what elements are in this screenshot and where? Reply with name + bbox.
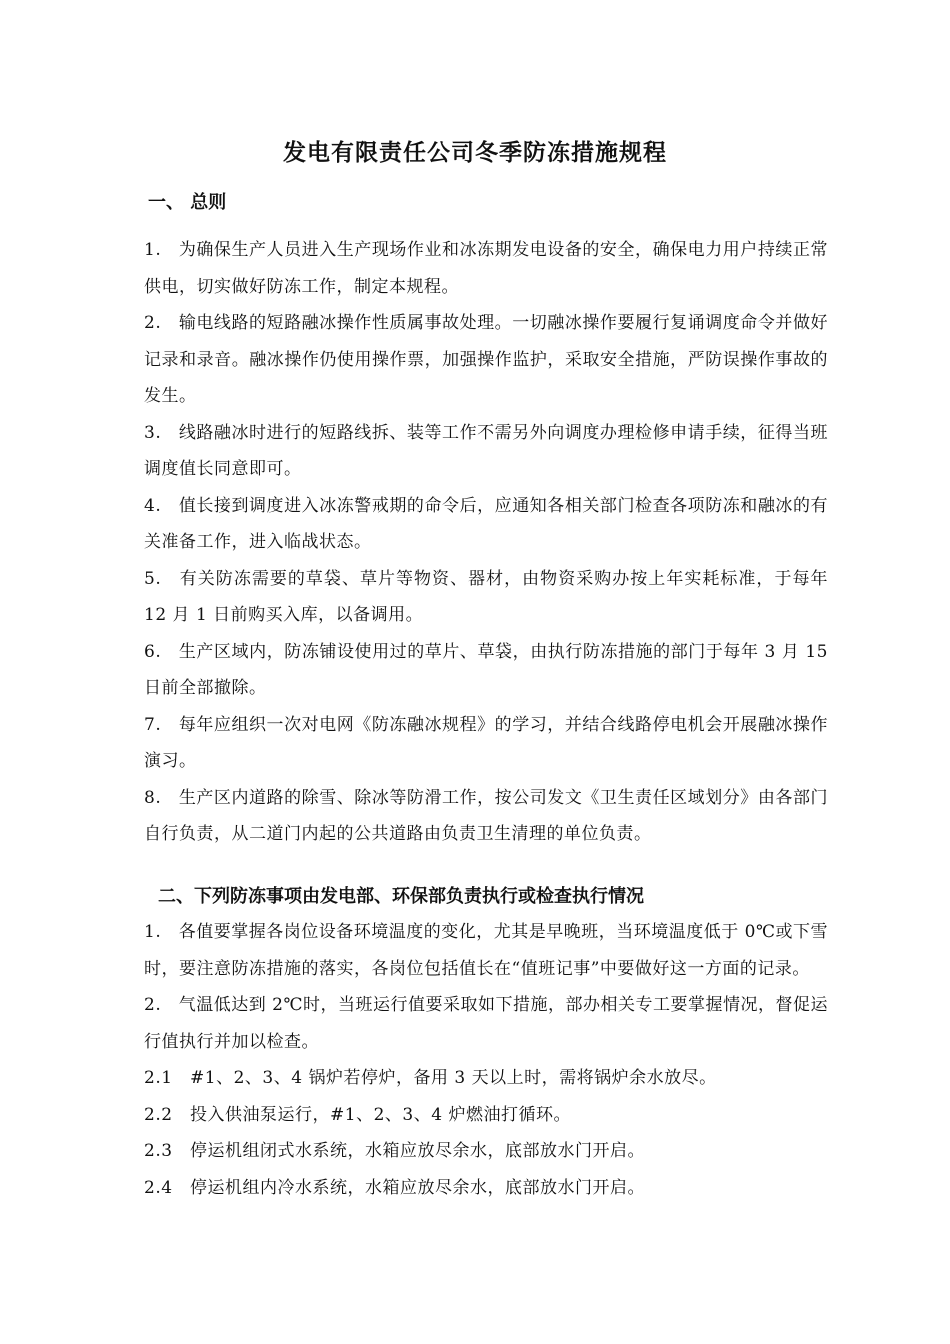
paragraph: 2. 输电线路的短路融冰操作性质属事故处理。一切融冰操作要履行复诵调度命令并做好记录和录音。融冰操作仍使用操作票，加强操作监护，采取安全措施，严防误操作事故的发生。 — [144, 313, 828, 406]
section-heading-general: 一、 总则 — [148, 192, 227, 213]
paragraph: 2. 气温低达到 2℃时，当班运行值要采取如下措施，部办相关专工要掌握情况，督促运行值执行并加以检查。 — [144, 995, 828, 1052]
paragraph: 2.3 停运机组闭式水系统，水箱应放尽余水，底部放水门开启。 — [144, 1141, 646, 1161]
document-title: 发电有限责任公司冬季防冻措施规程 — [283, 139, 667, 166]
paragraph: 4. 值长接到调度进入冰冻警戒期的命令后，应通知各相关部门检查各项防冻和融冰的有关准备工作，进入临战状态。 — [144, 495, 828, 552]
section-responsibilities-body — [144, 914, 828, 1206]
section-general-body — [144, 232, 828, 853]
paragraph: 6. 生产区域内，防冻铺设使用过的草片、草袋，由执行防冻措施的部门于每年 3 月 15 日前全部撤除。 — [144, 641, 828, 698]
paragraph: 1. 各值要掌握各岗位设备环境温度的变化，尤其是早晚班，当环境温度低于 0℃或下雪时，要注意防冻措施的落实，各岗位包括值长在“值班记事”中要做好这一方面的记录。 — [144, 922, 828, 979]
paragraph: 8. 生产区内道路的除雪、除冰等防滑工作，按公司发文《卫生责任区域划分》由各部门自行负责，从二道门内起的公共道路由负责卫生清理的单位负责。 — [144, 787, 828, 844]
section-heading-responsibilities: 二、下列防冻事项由发电部、环保部负责执行或检查执行情况 — [158, 886, 644, 907]
paragraph: 2.1 #1、2、3、4 锅炉若停炉，备用 3 天以上时，需将锅炉余水放尽。 — [144, 1068, 717, 1088]
paragraph: 3. 线路融冰时进行的短路线拆、装等工作不需另外向调度办理检修申请手续，征得当班调度值长同意即可。 — [144, 422, 828, 479]
paragraph: 5. 有关防冻需要的草袋、草片等物资、器材，由物资采购办按上年实耗标准，于每年 12 月 1 日前购买入库，以备调用。 — [144, 568, 828, 625]
paragraph: 2.4 停运机组内冷水系统，水箱应放尽余水，底部放水门开启。 — [144, 1177, 646, 1198]
paragraph: 2.2 投入供油泵运行，#1、2、3、4 炉燃油打循环。 — [144, 1104, 571, 1125]
paragraph: 7. 每年应组织一次对电网《防冻融冰规程》的学习，并结合线路停电机会开展融冰操作演习。 — [144, 714, 828, 771]
paragraph: 1. 为确保生产人员进入生产现场作业和冰冻期发电设备的安全，确保电力用户持续正常供电，切实做好防冻工作，制定本规程。 — [144, 240, 828, 297]
